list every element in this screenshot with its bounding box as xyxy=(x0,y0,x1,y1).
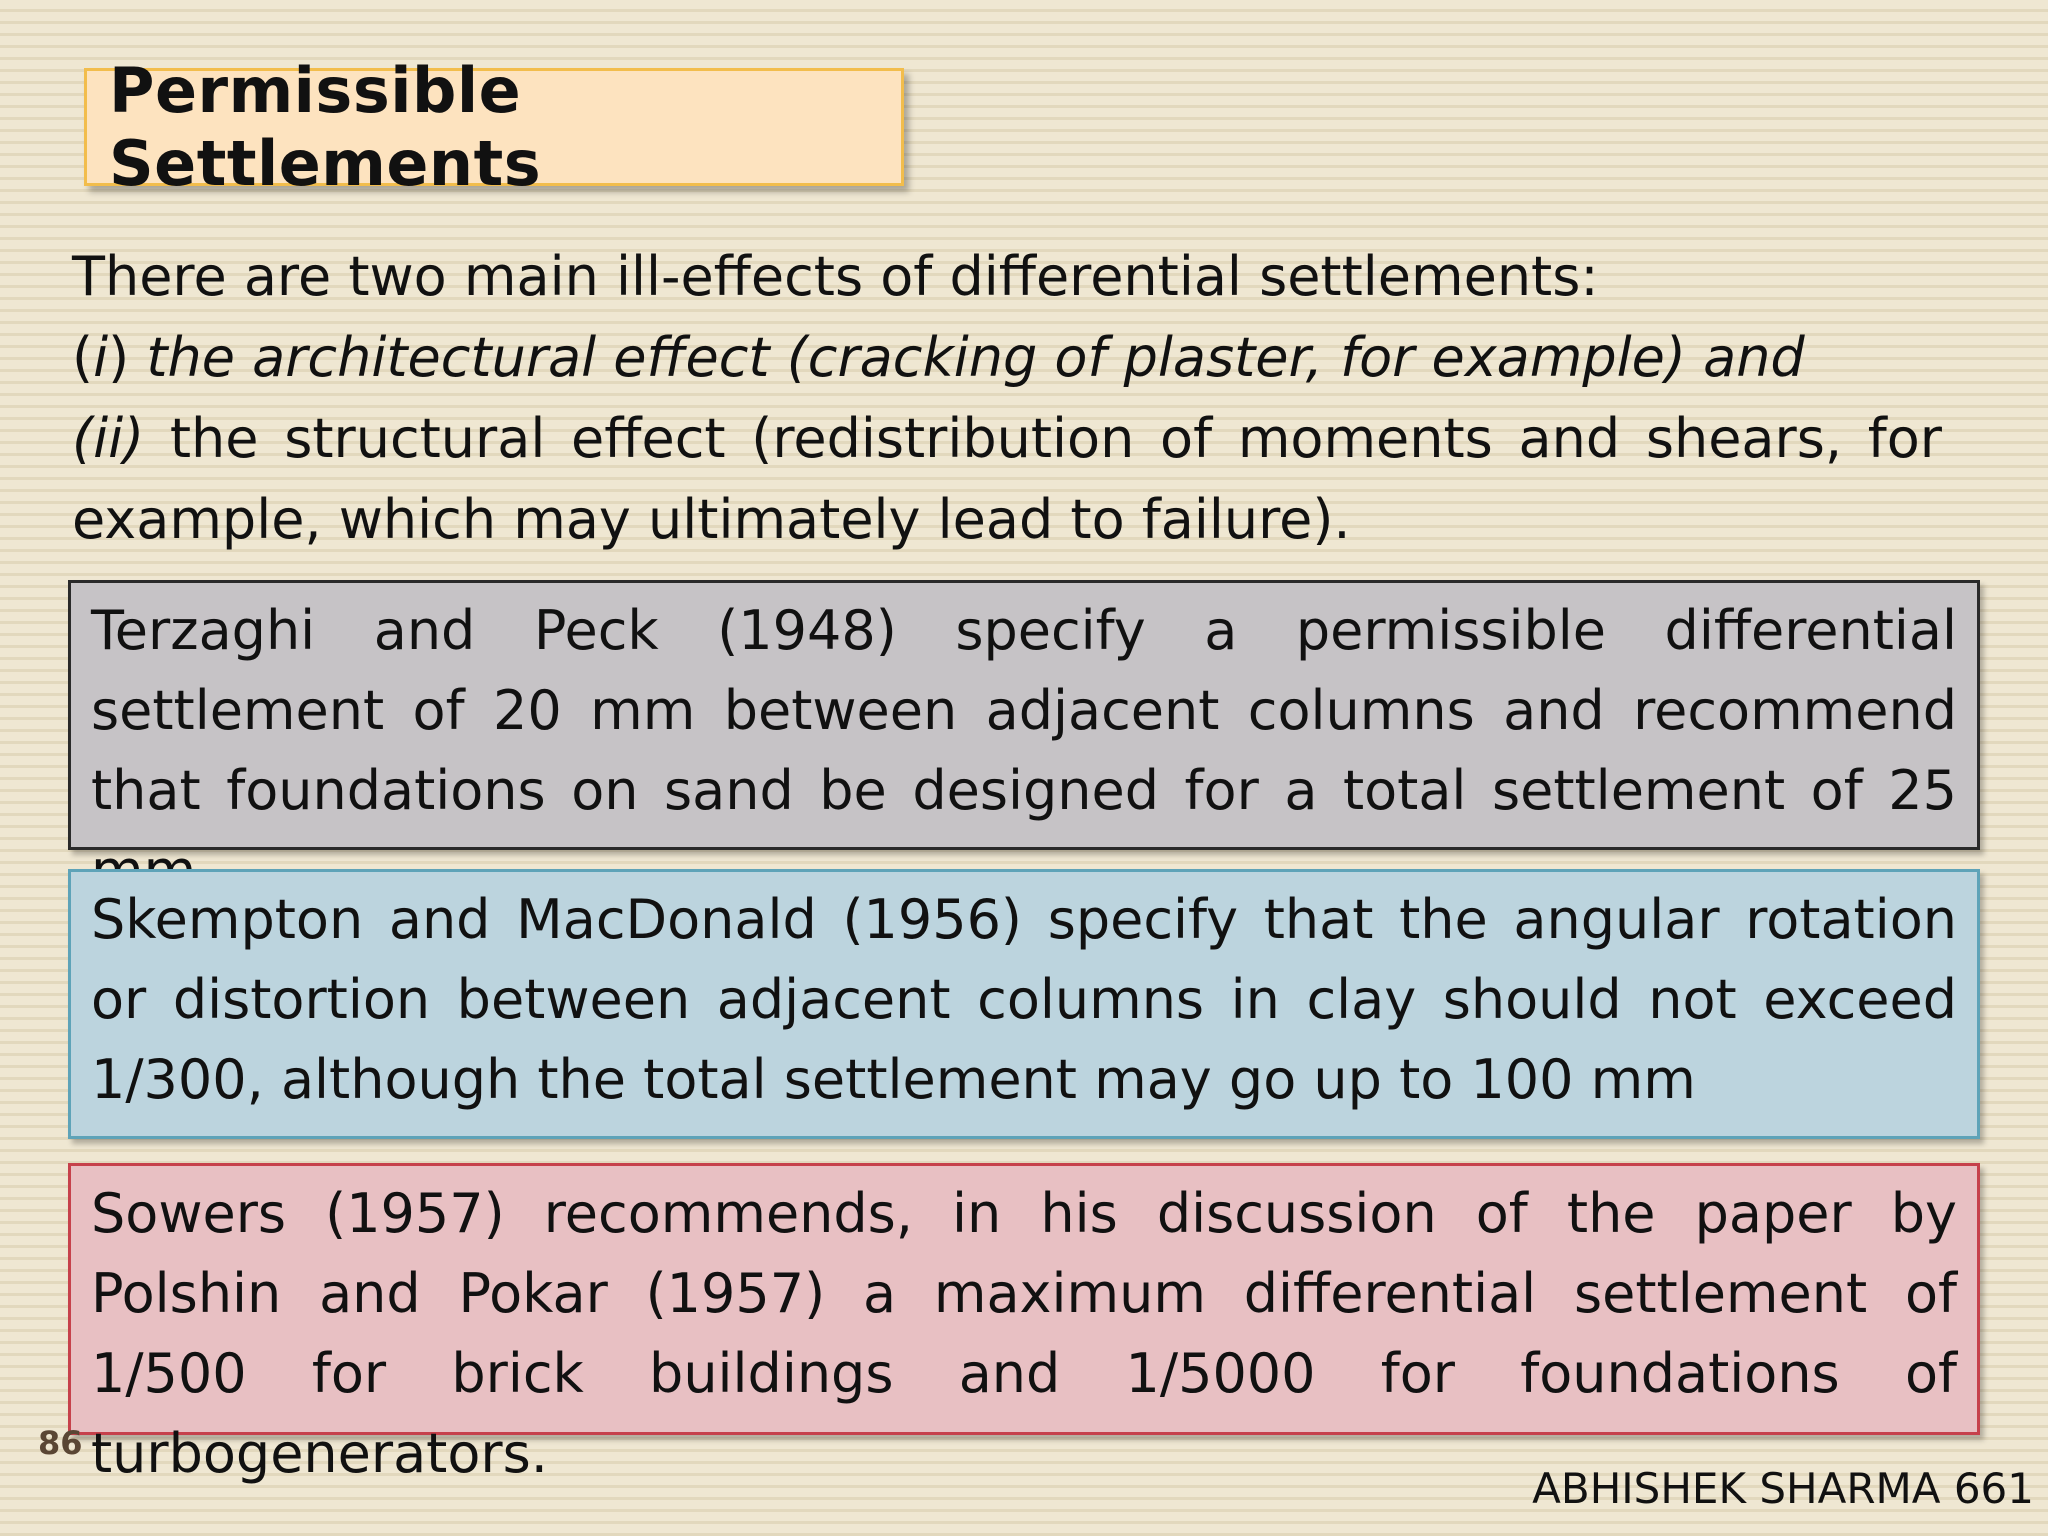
item2-text: the structural effect (redistribution of moments and shears, for example, which may ultimately lead to failure). xyxy=(72,407,1942,551)
intro-line-text: There are two main ill-effects of differential settlements: xyxy=(72,245,1599,308)
title-box xyxy=(84,54,904,200)
page-number: 86 xyxy=(38,1424,83,1462)
intro-line xyxy=(72,236,1942,317)
sowers-box xyxy=(68,1163,1980,1485)
intro-item-1 xyxy=(72,317,1942,398)
item2-prefix: (ii) xyxy=(72,407,145,470)
skempton-box xyxy=(68,869,1980,1139)
slide-title: Permissible Settlements xyxy=(109,54,542,200)
terzaghi-box xyxy=(68,580,1980,850)
item1-text: the architectural effect (cracking of plaster, for example) and xyxy=(146,326,1805,389)
item1-paren-open: ( xyxy=(72,326,94,389)
item1-numeral: i xyxy=(93,326,109,389)
author-footer: ABHISHEK SHARMA 661 xyxy=(1532,1464,2034,1513)
intro-item-2 xyxy=(72,398,1942,560)
skempton-text: Skempton and MacDonald (1956) specify that the angular rotation or distortion between adjacent columns in clay should not exceed 1/300, although the total settlement may go up to 100 mm xyxy=(91,888,1957,1111)
item1-paren-close: ) xyxy=(108,326,130,389)
intro-text xyxy=(72,236,1942,560)
sowers-text: Sowers (1957) recommends, in his discussion of the paper by Polshin and Pokar (1957) a maximum differential settlement of 1/500 for brick buildings and 1/5000 for foundations of turbogenerators. xyxy=(91,1182,1957,1485)
terzaghi-text: Terzaghi and Peck (1948) specify a permissible differential settlement of 20 mm between adjacent columns and recommend that foundations on sand be designed for a total settlement of 25 xyxy=(91,599,1957,822)
